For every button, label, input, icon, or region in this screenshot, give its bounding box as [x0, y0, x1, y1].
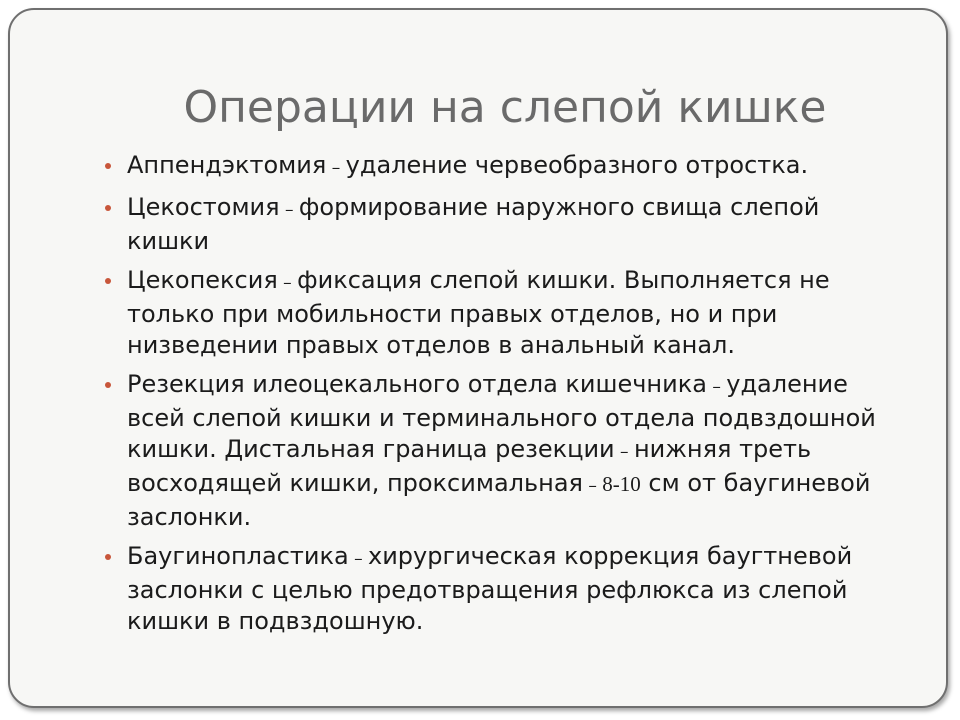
bullet-dash: – [348, 549, 368, 569]
bullet-dot-icon [105, 163, 111, 169]
bullet-term: Цекостомия [127, 193, 280, 221]
list-item [105, 541, 895, 637]
bullet-dot-icon [105, 554, 111, 560]
bullet-text: см от баугиневой заслонки. [127, 469, 871, 531]
bullet-text: формирование наружного свища слепой кишки [127, 193, 820, 255]
bullet-dot-icon [105, 205, 111, 211]
bullet-term: Цекопексия [127, 266, 278, 294]
list-item [105, 369, 895, 533]
bullet-term: Баугинопластика [127, 542, 349, 570]
bullet-text: фиксация слепой кишки. Выполняется не только при мобильности правых отделов, но и при низведении правых отделов в анальный канал. [127, 266, 830, 359]
list-item [105, 265, 895, 361]
list-item [105, 192, 895, 257]
bullet-dash: – [582, 476, 603, 496]
bullet-list [105, 150, 895, 645]
slide-title: Операции на слепой кишке [183, 82, 827, 133]
bullet-term: Аппендэктомия [127, 151, 327, 179]
bullet-dot-icon [105, 278, 111, 284]
bullet-text: удаление червеобразного отростка. [345, 151, 809, 179]
bullet-number: 8-10 [602, 472, 641, 496]
bullet-text: нижняя треть восходящей кишки, проксимальная [127, 435, 812, 497]
bullet-dot-icon [105, 382, 111, 388]
bullet-dash: – [277, 273, 298, 293]
bullet-dash: – [326, 158, 346, 178]
bullet-text: хирургическая коррекция баугтневой заслонки с целью предотвращения рефлюкса из слепой кишки в подвздошную. [127, 542, 853, 635]
bullet-dash: – [279, 200, 299, 220]
list-item [105, 150, 895, 184]
bullet-term: Резекция илеоцекального отдела кишечника [127, 370, 707, 398]
bullet-dash: – [706, 377, 727, 397]
bullet-text: удаление всей слепой кишки и терминального отдела подвздошной кишки. Дистальная граница резекции [127, 370, 876, 463]
bullet-dash: – [614, 442, 634, 462]
